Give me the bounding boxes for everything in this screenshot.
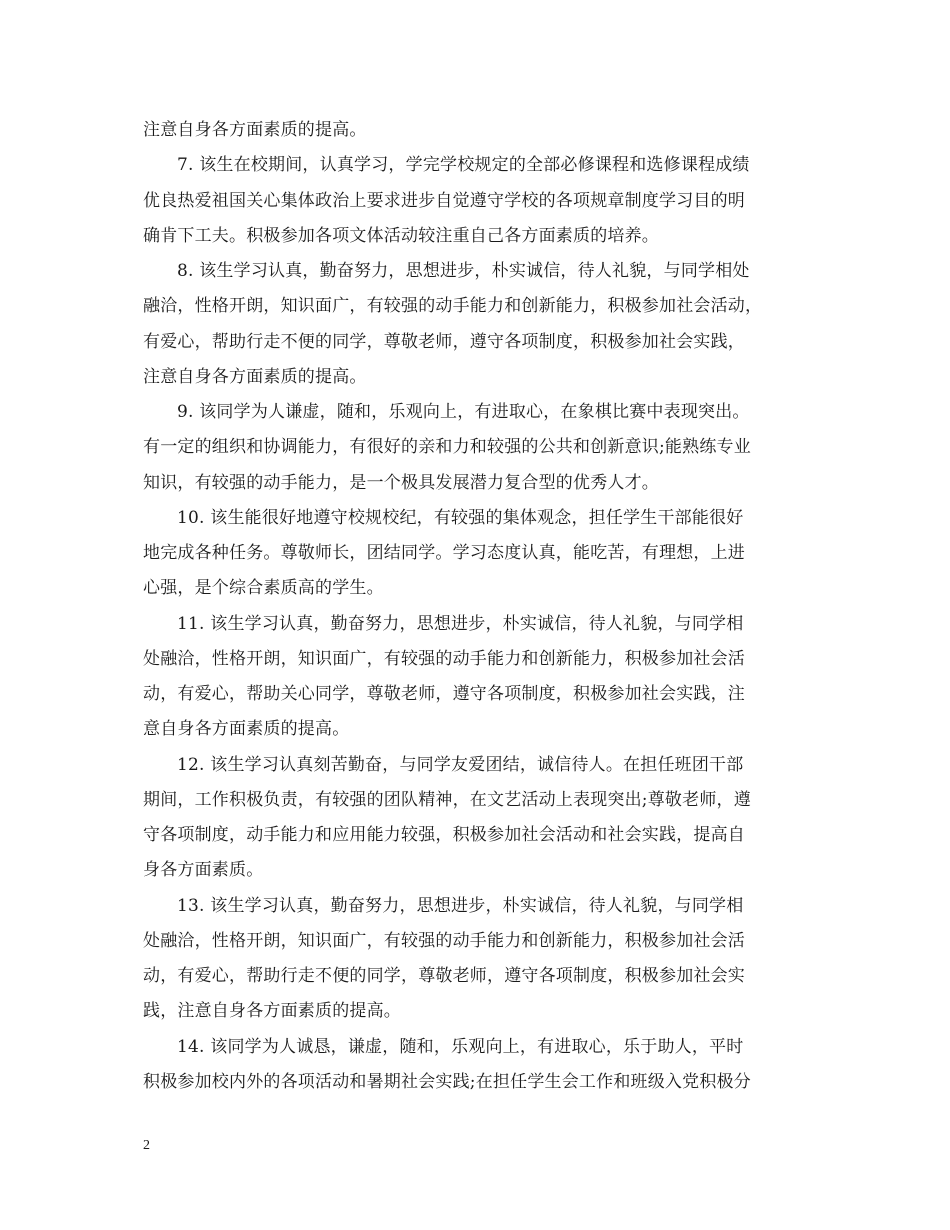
- paragraph-line: 身各方面素质。: [143, 860, 264, 881]
- paragraph-line: 知识，有较强的动手能力，是一个极具发展潜力复合型的优秀人才。: [143, 472, 659, 493]
- paragraph-line: 守各项制度，动手能力和应用能力较强，积极参加社会活动和社会实践，提高自: [143, 825, 745, 845]
- paragraph-first-line: 12. 该生学习认真刻苦勤奋，与同学友爱团结，诚信待人。在担任班团干部: [177, 754, 744, 775]
- paragraph-line: 有一定的组织和协调能力，有很好的亲和力和较强的公共和创新意识;能熟练专业: [143, 437, 751, 458]
- paragraph-first-line: 7. 该生在校期间，认真学习，学完学校规定的全部必修课程和选修课程成绩: [177, 155, 750, 176]
- paragraph-line: 动，有爱心，帮助关心同学，尊敬老师，遵守各项制度，积极参加社会实践，注: [143, 684, 745, 704]
- paragraph-line: 意自身各方面素质的提高。: [143, 719, 350, 740]
- paragraph-first-line: 11. 该生学习认真，勤奋努力，思想进步，朴实诚信，待人礼貌，与同学相: [177, 613, 744, 634]
- paragraph-line: 动，有爱心，帮助行走不便的同学，尊敬老师，遵守各项制度，积极参加社会实: [143, 966, 745, 986]
- paragraph-line: 有爱心，帮助行走不便的同学，尊敬老师，遵守各项制度，积极参加社会实践，: [143, 331, 745, 352]
- paragraph-line: 确肯下工夫。积极参加各项文体活动较注重自己各方面素质的培养。: [143, 225, 659, 246]
- paragraph-line: 积极参加校内外的各项活动和暑期社会实践;在担任学生会工作和班级入党积极分: [143, 1071, 751, 1092]
- paragraph-line: 践，注意自身各方面素质的提高。: [143, 1001, 401, 1022]
- paragraph-line: 处融洽，性格开朗，知识面广，有较强的动手能力和创新能力，积极参加社会活: [143, 648, 745, 669]
- paragraph-line: 优良热爱祖国关心集体政治上要求进步自觉遵守学校的各项规章制度学习目的明: [143, 190, 745, 211]
- paragraph-line: 心强，是个综合素质高的学生。: [143, 578, 384, 599]
- paragraph-line: 注意自身各方面素质的提高。: [143, 120, 367, 140]
- paragraph-first-line: 9. 该同学为人谦虚，随和，乐观向上，有进取心，在象棋比赛中表现突出。: [177, 402, 750, 422]
- paragraph-line: 融洽，性格开朗，知识面广，有较强的动手能力和创新能力，积极参加社会活动，: [143, 296, 763, 317]
- paragraph-line: 处融洽，性格开朗，知识面广，有较强的动手能力和创新能力，积极参加社会活: [143, 930, 745, 951]
- page-number: 2: [143, 1138, 150, 1153]
- body-text: [143, 113, 823, 1100]
- paragraph-line: 注意自身各方面素质的提高。: [143, 366, 367, 387]
- paragraph-first-line: 8. 该生学习认真，勤奋努力，思想进步，朴实诚信，待人礼貌，与同学相处: [177, 261, 750, 281]
- paragraph-first-line: 10. 该生能很好地遵守校规校纪，有较强的集体观念，担任学生干部能很好: [177, 507, 744, 528]
- paragraph-line: 地完成各种任务。尊敬师长，团结同学。学习态度认真，能吃苦，有理想，上进: [143, 543, 745, 563]
- paragraph-first-line: 14. 该同学为人诚恳，谦虚，随和，乐观向上，有进取心，乐于助人，平时: [177, 1036, 744, 1057]
- paragraph-line: 期间，工作积极负责，有较强的团队精神，在文艺活动上表现突出;尊敬老师，遵: [143, 789, 751, 810]
- paragraph-first-line: 13. 该生学习认真，勤奋努力，思想进步，朴实诚信，待人礼貌，与同学相: [177, 895, 744, 916]
